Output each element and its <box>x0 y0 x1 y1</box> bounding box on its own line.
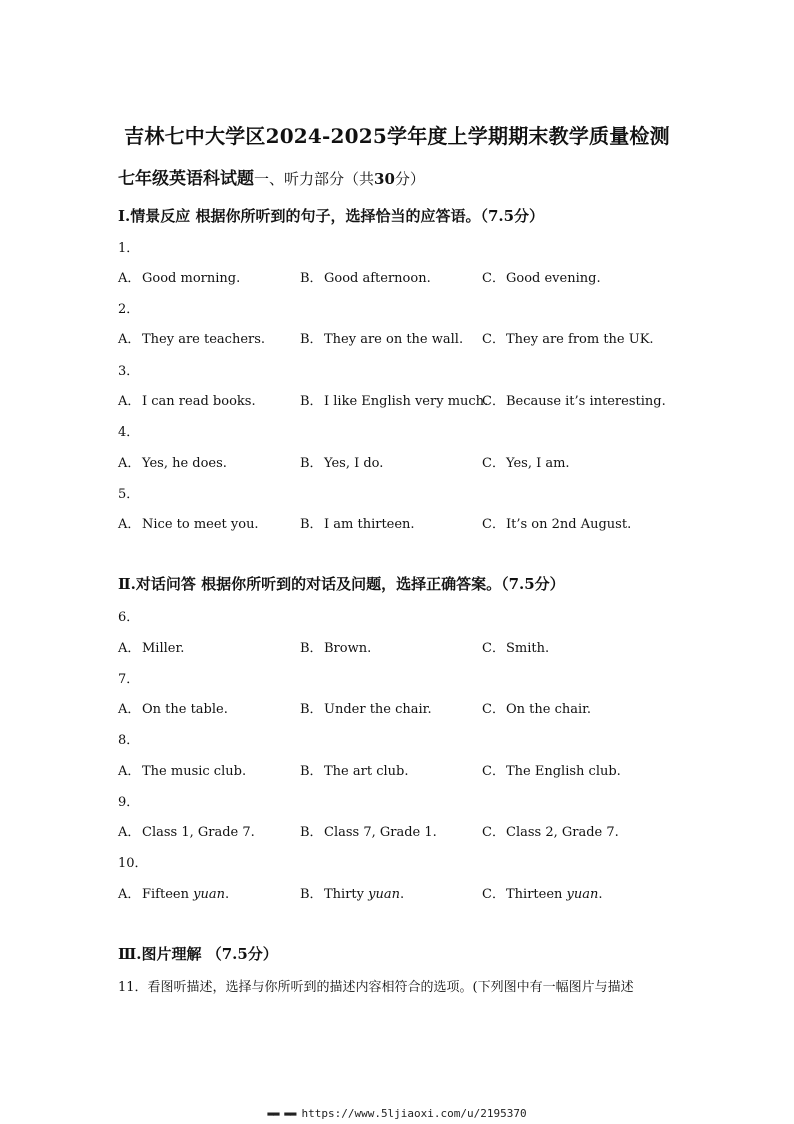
option-a: A． Yes, he does. <box>118 456 227 471</box>
option-b: B．Yes, I do. <box>300 456 384 471</box>
question-number: 10． <box>118 856 148 871</box>
section-heading-2: Ⅱ.对话问答 根据你所听到的对话及问题，选择正确答案。（7.5分） <box>118 575 565 593</box>
page-title: 吉林七中大学区2024-2025学年度上学期期末教学质量检测 <box>124 124 670 148</box>
option-b: B．Class 7, Grade 1. <box>300 825 437 840</box>
footer <box>0 1107 794 1120</box>
option-b: B．Good afternoon. <box>300 271 431 286</box>
option-b: B．The art club. <box>300 764 409 779</box>
option-b: B．They are on the wall. <box>300 332 464 347</box>
footer-mark-icon: ▬▬ ▬▬ <box>267 1107 296 1120</box>
option-c: C．Yes, I am. <box>482 456 570 471</box>
option-c: C．They are from the UK. <box>482 332 654 347</box>
question-number: 3． <box>118 364 140 379</box>
question-number: 7． <box>118 672 140 687</box>
option-a: A． Fifteen yuan. <box>118 887 230 902</box>
option-c: C．Thirteen yuan. <box>482 887 603 902</box>
option-a: A． Nice to meet you. <box>118 517 259 532</box>
question-number: 9． <box>118 795 140 810</box>
page-subtitle <box>118 164 425 189</box>
question-11-prompt: 11．看图听描述，选择与你所听到的描述内容相符合的选项。(下列图中有一幅图片与描述 <box>118 980 634 995</box>
option-b: B．Brown. <box>300 641 372 656</box>
question-number: 6． <box>118 610 140 625</box>
question-number: 5． <box>118 487 140 502</box>
option-a: A． Good morning. <box>118 271 241 286</box>
option-b: B．Under the chair. <box>300 702 432 717</box>
subtitle-part: 一、听力部分（共30分） <box>254 170 425 188</box>
option-c: C．Smith. <box>482 641 550 656</box>
footer-url[interactable]: https://www.5ljiaoxi.com/u/2195370 <box>301 1107 527 1120</box>
option-b: B．I am thirteen. <box>300 517 415 532</box>
option-c: C．Class 2, Grade 7. <box>482 825 619 840</box>
option-c: C．It’s on 2nd August. <box>482 517 632 532</box>
option-c: C．On the chair. <box>482 702 592 717</box>
section-heading-3: Ⅲ.图片理解 （7.5分） <box>118 945 278 963</box>
option-a: A． They are teachers. <box>118 332 266 347</box>
option-c: C．Good evening. <box>482 271 601 286</box>
question-number: 8． <box>118 733 140 748</box>
section-heading-1: I.情景反应 根据你所听到的句子，选择恰当的应答语。（7.5分） <box>118 207 545 225</box>
option-b: B．Thirty yuan. <box>300 887 405 902</box>
option-a: A． The music club. <box>118 764 247 779</box>
question-number: 2． <box>118 302 140 317</box>
question-number: 1． <box>118 241 140 256</box>
subtitle-main: 七年级英语科试题 <box>118 169 254 189</box>
option-a: A． Miller. <box>118 641 185 656</box>
option-c: C．The English club. <box>482 764 621 779</box>
option-a: A． Class 1, Grade 7. <box>118 825 255 840</box>
option-b: B．I like English very much. <box>300 394 489 409</box>
option-a: A． I can read books. <box>118 394 256 409</box>
option-c: C．Because it’s interesting. <box>482 394 666 409</box>
option-a: A． On the table. <box>118 702 228 717</box>
question-number: 4． <box>118 425 140 440</box>
